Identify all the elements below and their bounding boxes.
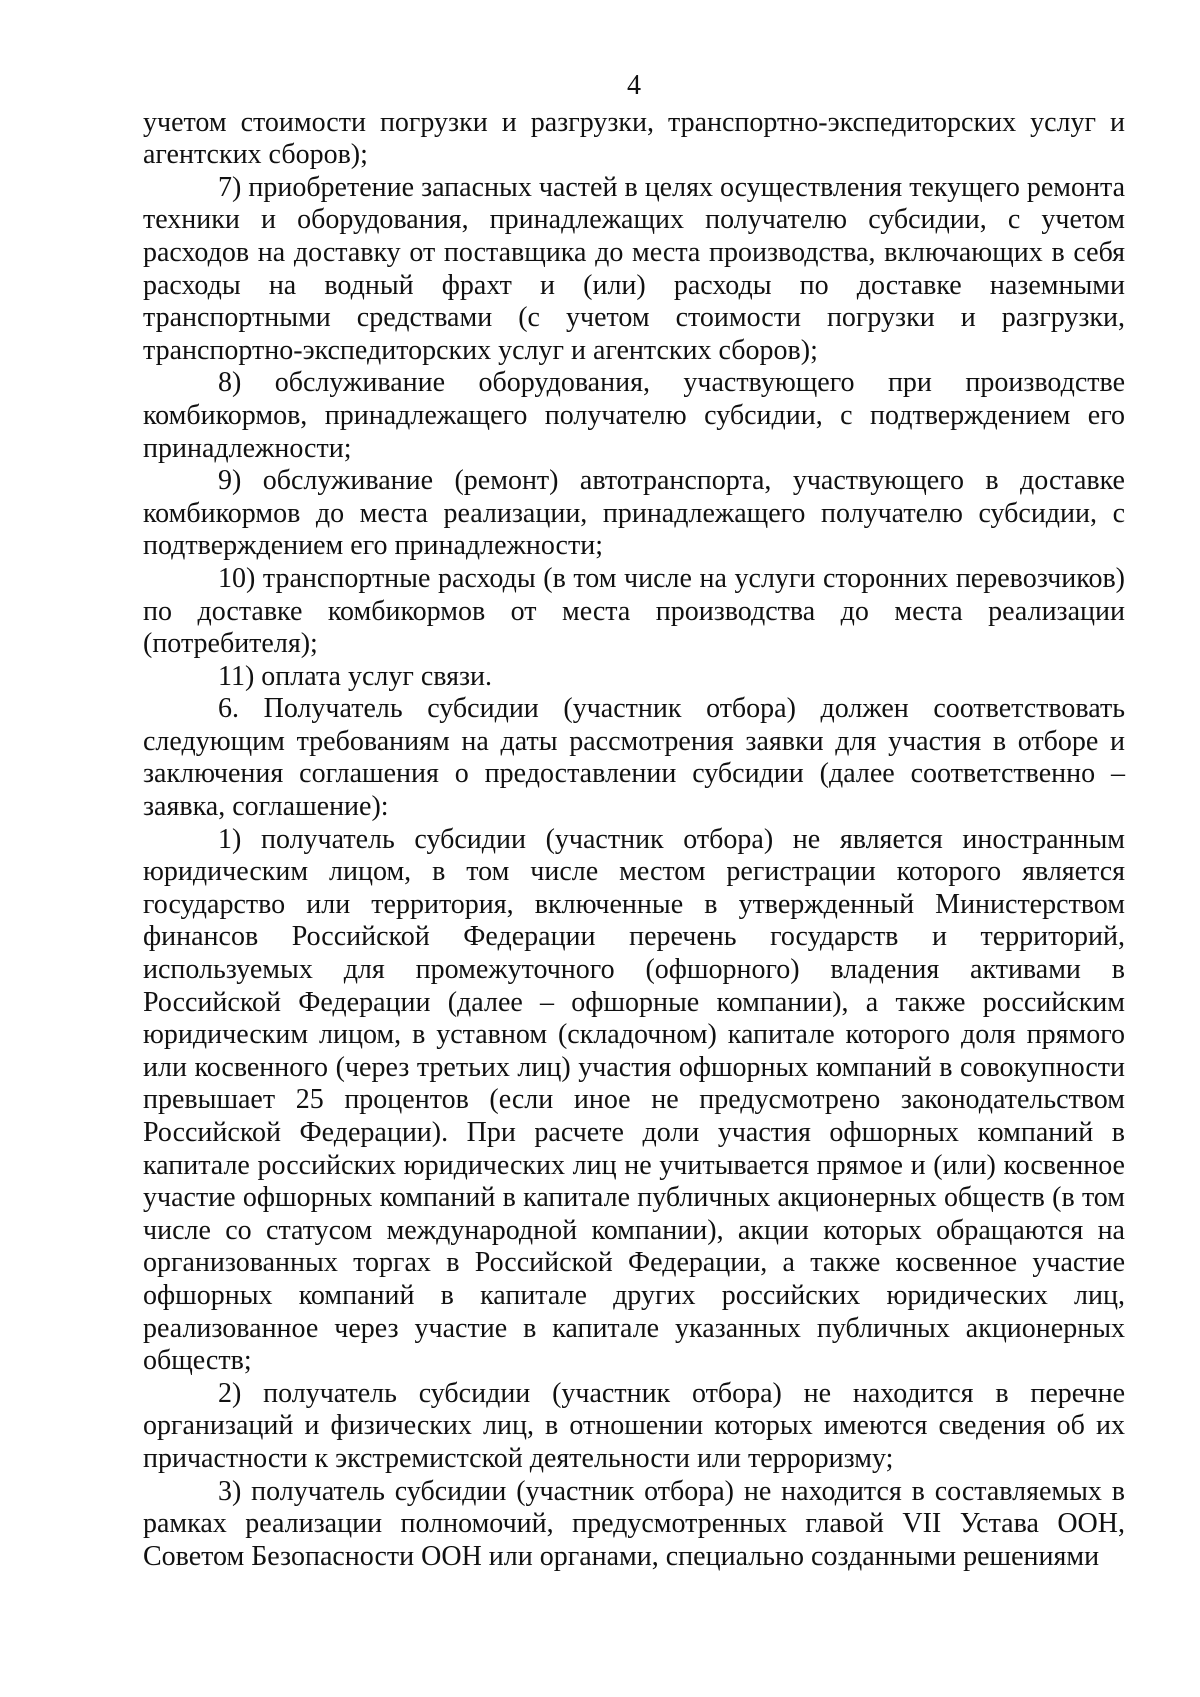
paragraph-item-7: 7) приобретение запасных частей в целях осуществления текущего ремонта техники и оборудования, принадлежащих получателю субсидии, с учетом расходов на доставку от поставщика до места производства, включающих в себя расходы на водный фрахт и (или) расходы по доставке наземными транспортными средствами (с учетом стоимости погрузки и разгрузки, транспортно-экспедиторских услуг и агентских сборов); xyxy=(143,171,1125,366)
paragraph-item-10: 10) транспортные расходы (в том числе на услуги сторонних перевозчиков) по доставке комбикормов от места производства до места реализации (потребителя); xyxy=(143,562,1125,660)
page-number: 4 xyxy=(627,70,641,101)
document-page xyxy=(143,70,1125,1573)
paragraph-item-9: 9) обслуживание (ремонт) автотранспорта, участвующего в доставке комбикормов до места реализации, принадлежащего получателю субсидии, с подтверждением его принадлежности; xyxy=(143,465,1125,562)
paragraph-section-6: 6. Получатель субсидии (участник отбора) должен соответствовать следующим требованиям на даты рассмотрения заявки для участия в отборе и заключения соглашения о предоставлении субсидии (далее соответственно – заявка, соглашение): xyxy=(143,693,1125,823)
paragraph-item-8: 8) обслуживание оборудования, участвующего при производстве комбикормов, принадлежащего получателю субсидии, с подтверждением его принадлежности; xyxy=(143,367,1125,464)
paragraph-item-11: 11) оплата услуг связи. xyxy=(218,660,493,692)
paragraph-continuation: учетом стоимости погрузки и разгрузки, транспортно-экспедиторских услуг и агентских сборов); xyxy=(143,106,1125,171)
paragraph-requirement-1: 1) получатель субсидии (участник отбора) не является иностранным юридическим лицом, в том числе местом регистрации которого является государство или территория, включенные в утвержденный Министерством финансов Российской Федерации перечень государств и территорий, используемых для промежуточного (офшорного) владения активами в Российской Федерации (далее – офшорные компании), а также российским юридическим лицом, в уставном (складочном) капитале которого доля прямого или косвенного (через третьих лиц) участия офшорных компаний в совокупности превышает 25 процентов (если иное не предусмотрено законодательством Российской Федерации). При расчете доли участия офшорных компаний в капитале российских юридических лиц не учитывается прямое и (или) косвенное участие офшорных компаний в капитале публичных акционерных обществ (в том числе со статусом международной компании), акции которых обращаются на организованных торгах в Российской Федерации, а также косвенное участие офшорных компаний в капитале других российских юридических лиц, реализованное через участие в капитале указанных публичных акционерных обществ; xyxy=(143,823,1125,1377)
paragraph-requirement-2: 2) получатель субсидии (участник отбора) не находится в перечне организаций и физических лиц, в отношении которых имеются сведения об их причастности к экстремистской деятельности или терроризму; xyxy=(143,1377,1125,1474)
paragraph-requirement-3: 3) получатель субсидии (участник отбора) не находится в составляемых в рамках реализации полномочий, предусмотренных главой VII Устава ООН, Советом Безопасности ООН или органами, специально созданными решениями xyxy=(143,1475,1125,1572)
